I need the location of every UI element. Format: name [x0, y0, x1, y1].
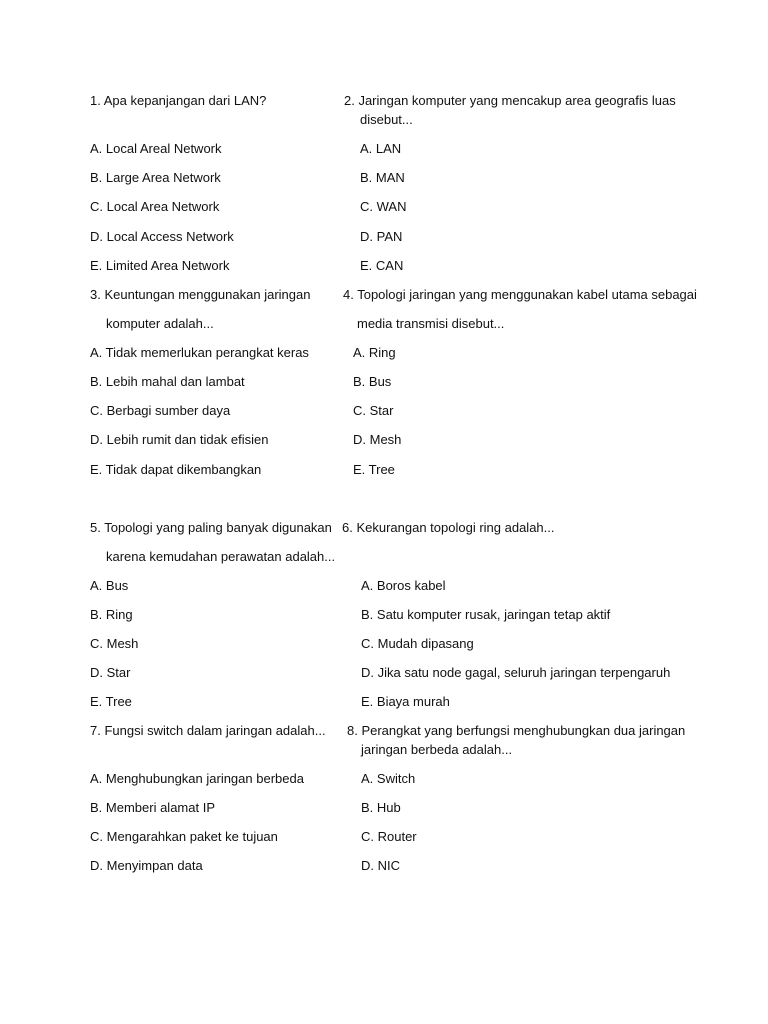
question-3-option-c: C. Berbagi sumber daya — [90, 403, 231, 418]
question-1-option-a: A. Local Areal Network — [90, 141, 222, 156]
question-3-option-e: E. Tidak dapat dikembangkan — [90, 462, 262, 477]
question-2-text-line2: disebut... — [360, 112, 413, 127]
question-7-option-a: A. Menghubungkan jaringan berbeda — [90, 771, 304, 786]
question-8-option-a: A. Switch — [361, 771, 416, 786]
question-7-text: 7. Fungsi switch dalam jaringan adalah... — [90, 723, 326, 738]
question-3-option-d: D. Lebih rumit dan tidak efisien — [90, 432, 269, 447]
question-1-option-d: D. Local Access Network — [90, 229, 234, 244]
question-5-text-line2: karena kemudahan perawatan adalah... — [106, 549, 336, 564]
question-6-option-b: B. Satu komputer rusak, jaringan tetap aktif — [361, 607, 611, 622]
question-7-option-c: C. Mengarahkan paket ke tujuan — [90, 829, 278, 844]
question-6-text: 6. Kekurangan topologi ring adalah... — [342, 520, 555, 535]
question-8-option-d: D. NIC — [361, 858, 400, 873]
question-6-option-c: C. Mudah dipasang — [361, 636, 474, 651]
question-8-text-line1: 8. Perangkat yang berfungsi menghubungkan dua jaringan — [347, 723, 686, 738]
question-1-option-e: E. Limited Area Network — [90, 258, 230, 273]
question-4-option-c: C. Star — [353, 403, 394, 418]
question-4-option-d: D. Mesh — [353, 432, 402, 447]
question-3-text-line1: 3. Keuntungan menggunakan jaringan — [90, 287, 311, 302]
question-4-option-e: E. Tree — [353, 462, 395, 477]
question-6-option-d: D. Jika satu node gagal, seluruh jaringan terpengaruh — [361, 665, 671, 680]
question-8-option-b: B. Hub — [361, 800, 401, 815]
question-3-text-line2: komputer adalah... — [106, 316, 214, 331]
question-1-option-c: C. Local Area Network — [90, 199, 220, 214]
question-3-option-a: A. Tidak memerlukan perangkat keras — [90, 345, 309, 360]
question-5-text-line1: 5. Topologi yang paling banyak digunakan — [90, 520, 332, 535]
question-2-option-d: D. PAN — [360, 229, 403, 244]
question-2-option-e: E. CAN — [360, 258, 404, 273]
question-2-option-a: A. LAN — [360, 141, 402, 156]
question-5-option-c: C. Mesh — [90, 636, 139, 651]
question-8-option-c: C. Router — [361, 829, 417, 844]
question-6-option-a: A. Boros kabel — [361, 578, 446, 593]
question-5-option-e: E. Tree — [90, 694, 132, 709]
question-4-text-line1: 4. Topologi jaringan yang menggunakan kabel utama sebagai — [343, 287, 697, 302]
question-3-option-b: B. Lebih mahal dan lambat — [90, 374, 245, 389]
question-2-text-line1: 2. Jaringan komputer yang mencakup area geografis luas — [344, 93, 676, 108]
question-4-option-b: B. Bus — [353, 374, 392, 389]
question-1-option-b: B. Large Area Network — [90, 170, 221, 185]
question-1-text: 1. Apa kepanjangan dari LAN? — [90, 93, 267, 108]
question-8-text-line2: jaringan berbeda adalah... — [361, 742, 513, 757]
question-6-option-e: E. Biaya murah — [361, 694, 450, 709]
question-4-text-line2: media transmisi disebut... — [357, 316, 505, 331]
question-2-option-c: C. WAN — [360, 199, 407, 214]
question-5-option-d: D. Star — [90, 665, 131, 680]
question-5-option-a: A. Bus — [90, 578, 129, 593]
question-4-option-a: A. Ring — [353, 345, 396, 360]
question-2-option-b: B. MAN — [360, 170, 405, 185]
question-7-option-b: B. Memberi alamat IP — [90, 800, 215, 815]
question-5-option-b: B. Ring — [90, 607, 133, 622]
question-7-option-d: D. Menyimpan data — [90, 858, 203, 873]
